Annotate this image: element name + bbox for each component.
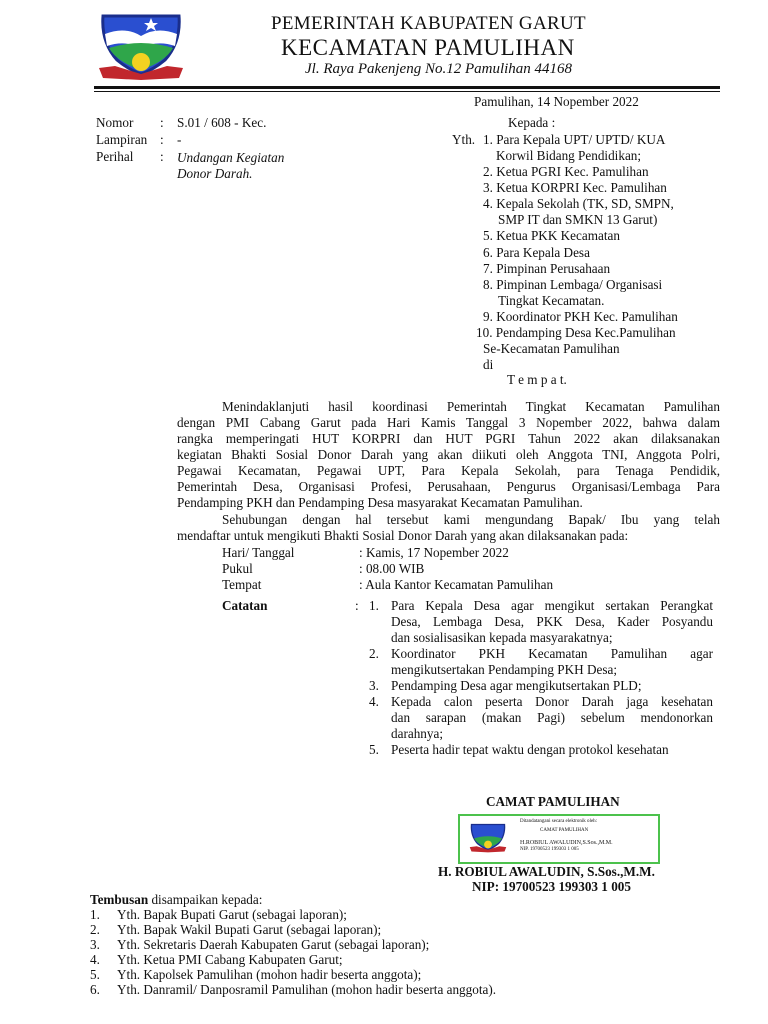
note-line: Koordinator PKH Kecamatan Pamulihan agar (391, 646, 713, 661)
letterhead-rule-thick (94, 86, 720, 89)
recipient-line: 3. Ketua KORPRI Kec. Pamulihan (483, 180, 667, 195)
garut-regency-logo (468, 820, 508, 856)
stamp-line: Ditandatangani secara elektronik oleh: (520, 819, 598, 824)
electronic-signature-stamp (458, 814, 660, 864)
note-line: dan sarapan (makan Pagi) sebelum mendonorkan (391, 710, 713, 725)
recipient-line: Tingkat Kecamatan. (498, 293, 605, 308)
body-line: kegiatan Bhakti Sosial Donor Darah yang akan diikuti oleh Anggota TNI, Anggota Polri, (177, 447, 720, 462)
tembusan-label: Tembusan (90, 892, 149, 907)
recipient-line: di (483, 357, 494, 372)
note-number: 1. (369, 598, 379, 613)
recipient-tempat: T e m p a t. (507, 372, 567, 387)
letterhead-line1: PEMERINTAH KABUPATEN GARUT (271, 13, 586, 34)
letterhead-rule-thin (94, 91, 720, 92)
note-number: 2. (369, 646, 379, 661)
signatory-name: H. ROBIUL AWALUDIN, S.Sos.,M.M. (438, 864, 655, 879)
tembusan-item: Yth. Bapak Bupati Garut (sebagai laporan); (117, 907, 347, 922)
nomor-label: Nomor (96, 115, 134, 130)
letterhead-line2: KECAMATAN PAMULIHAN (281, 35, 575, 60)
note-line: darahnya; (391, 726, 443, 741)
body-line: Pegawai Kecamatan, Pegawai UPT, Para Kepala Sekolah, para Tenaga Pendidik, (177, 463, 720, 478)
note-number: 4. (369, 694, 379, 709)
tembusan-item: Yth. Danramil/ Danposramil Pamulihan (mohon hadir beserta anggota). (117, 982, 497, 997)
nomor-value: S.01 / 608 - Kec. (177, 115, 267, 130)
perihal-label: Perihal (96, 149, 134, 164)
recipient-line: 10. Pendamping Desa Kec.Pamulihan (476, 325, 676, 340)
tembusan-number: 3. (90, 937, 100, 952)
garut-regency-logo (95, 12, 187, 82)
body-line: Sehubungan dengan hal tersebut kami mengundang Bapak/ Ibu yang telah (222, 512, 720, 527)
schedule-value: : Kamis, 17 Nopember 2022 (359, 545, 509, 560)
lampiran-value: - (177, 132, 182, 147)
tembusan-item: Yth. Kapolsek Pamulihan (mohon hadir beserta anggota); (117, 967, 422, 982)
note-line: Kepada calon peserta Donor Darah jaga kesehatan (391, 694, 713, 709)
note-line: Desa, Lembaga Desa, PKK Desa, Kader Posyandu (391, 614, 713, 629)
kepada-label: Kepada : (508, 115, 556, 130)
note-line: Para Kepala Desa agar mengikut sertakan Perangkat (391, 598, 713, 613)
body-line: dengan PMI Cabang Garut pada Hari Kamis Tanggal 3 Nopember 2022, bahwa dalam (177, 415, 720, 430)
recipient-line: 7. Pimpinan Perusahaan (483, 261, 611, 276)
recipient-line: 9. Koordinator PKH Kec. Pamulihan (483, 309, 678, 324)
body-line: Menindaklanjuti hasil koordinasi Pemerintah Tingkat Kecamatan Pamulihan (222, 399, 720, 414)
recipient-line: 8. Pimpinan Lembaga/ Organisasi (483, 277, 663, 292)
body-line: rangka memperingati HUT KORPRI dan HUT PGRI Tahun 2022 akan dilaksanakan (177, 431, 720, 446)
recipient-line: 4. Kepala Sekolah (TK, SD, SMPN, (483, 196, 674, 211)
stamp-line: H.ROBIUL AWALUDIN,S.Sos.,M.M. (520, 840, 613, 846)
body-line: mendaftar untuk mengikuti Bhakti Sosial Donor Darah yang akan dilaksanakan pada: (177, 528, 629, 543)
tembusan-number: 4. (90, 952, 100, 967)
recipient-line: 2. Ketua PGRI Kec. Pamulihan (483, 164, 649, 179)
letterhead-address: Jl. Raya Pakenjeng No.12 Pamulihan 44168 (305, 61, 573, 77)
note-line: mengikutsertakan Pendamping PKH Desa; (391, 662, 617, 677)
schedule-value: : 08.00 WIB (359, 561, 425, 576)
lampiran-label: Lampiran (96, 132, 148, 147)
tembusan-number: 1. (90, 907, 100, 922)
catatan-label: Catatan (222, 598, 268, 613)
note-line: Pendamping Desa agar mengikutsertakan PLD; (391, 678, 642, 693)
nomor-colon: : (160, 115, 164, 130)
lampiran-colon: : (160, 132, 164, 147)
perihal-line1: Undangan Kegiatan (177, 150, 285, 165)
recipient-line: Se-Kecamatan Pamulihan (483, 341, 620, 356)
tembusan-item: Yth. Sekretaris Daerah Kabupaten Garut (sebagai laporan); (117, 937, 430, 952)
tembusan-number: 5. (90, 967, 100, 982)
schedule-label: Hari/ Tanggal (222, 545, 295, 560)
recipient-line: Korwil Bidang Pendidikan; (496, 148, 642, 163)
note-number: 5. (369, 742, 379, 757)
schedule-value: : Aula Kantor Kecamatan Pamulihan (359, 577, 554, 592)
body-line: Pemerintah Desa, Organisasi Profesi, Perusahaan, Pengurus Organisasi/Lembaga Para (177, 479, 720, 494)
schedule-label: Pukul (222, 561, 253, 576)
note-line: dan sosialisasikan kepada masyarakatnya; (391, 630, 613, 645)
tembusan-item: Yth. Ketua PMI Cabang Kabupaten Garut; (117, 952, 343, 967)
signature-title: CAMAT PAMULIHAN (486, 794, 620, 809)
perihal-colon: : (160, 149, 164, 164)
recipient-line: SMP IT dan SMKN 13 Garut) (498, 212, 658, 227)
recipient-line: 6. Para Kepala Desa (483, 245, 590, 260)
place-date: Pamulihan, 14 Nopember 2022 (474, 94, 639, 109)
catatan-colon: : (355, 598, 359, 613)
tembusan-item: Yth. Bapak Wakil Bupati Garut (sebagai laporan); (117, 922, 382, 937)
stamp-line: CAMAT PAMULIHAN (540, 828, 589, 833)
recipient-line: 5. Ketua PKK Kecamatan (483, 228, 620, 243)
note-line: Peserta hadir tepat waktu dengan protokol kesehatan (391, 742, 669, 757)
tembusan-number: 2. (90, 922, 100, 937)
signatory-nip: NIP: 19700523 199303 1 005 (472, 879, 631, 894)
body-line: Pendamping PKH dan Pendamping Desa masyarakat Kecamatan Pamulihan. (177, 495, 583, 510)
tembusan-rest: disampaikan kepada: (148, 892, 263, 907)
yth-label: Yth. (452, 132, 476, 147)
note-number: 3. (369, 678, 379, 693)
stamp-line: NIP. 19700523 199303 1 005 (520, 847, 579, 852)
schedule-label: Tempat (222, 577, 262, 592)
tembusan-number: 6. (90, 982, 100, 997)
perihal-line2: Donor Darah. (177, 166, 253, 181)
recipient-line: 1. Para Kepala UPT/ UPTD/ KUA (483, 132, 666, 147)
